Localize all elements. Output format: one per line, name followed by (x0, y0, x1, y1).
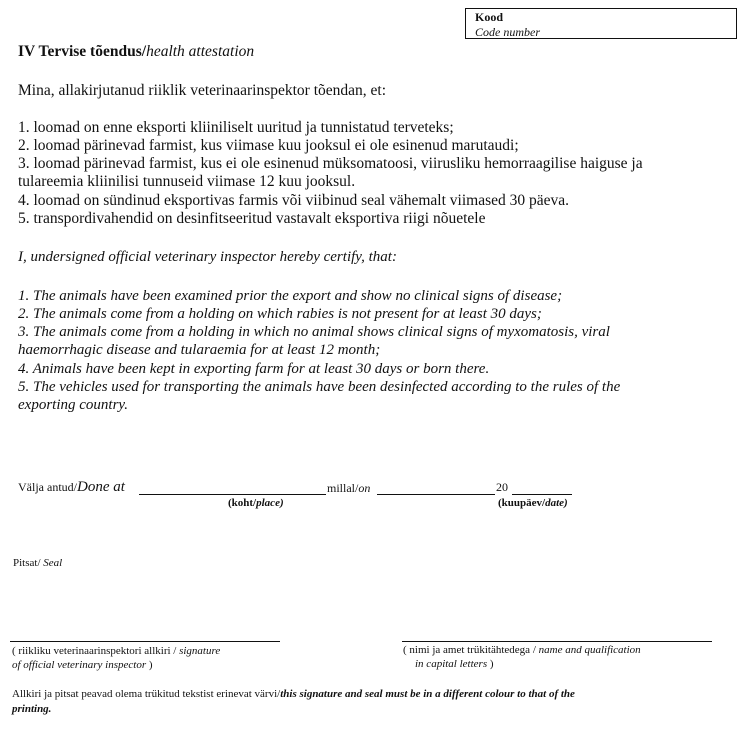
place-caption: (koht/place) (228, 497, 284, 509)
item-et-3-cont: tulareemia kliinilisi tunnuseid viimase 12 kuu jooksul. (18, 173, 356, 190)
item-et-2: 2. loomad pärinevad farmist, kus viimase kuu jooksul ei ole esinenud marutaudi; (18, 137, 519, 154)
footer-note-cont: printing. (12, 703, 52, 715)
year-label: 20 (496, 480, 508, 494)
name-caption: ( nimi ja amet trükitähtedega / name and qualification (403, 644, 641, 656)
intro-english: I, undersigned official veterinary inspector hereby certify, that: (18, 249, 397, 265)
signature-line (10, 641, 280, 642)
signature-caption: ( riikliku veterinaarinspektori allkiri / signature (12, 645, 221, 657)
item-et-3: 3. loomad pärinevad farmist, kus ei ole esinenud müksomatoosi, viirusliku hemorraagilise haiguse ja (18, 155, 643, 172)
item-en-5: 5. The vehicles used for transporting the animals have been desinfected according to the rules of the (18, 379, 621, 395)
item-en-3: 3. The animals come from a holding in which no animal shows clinical signs of myxomatosis, viral (18, 324, 610, 340)
on-label: millal/on (327, 481, 371, 495)
item-en-1: 1. The animals have been examined prior the export and show no clinical signs of disease; (18, 288, 563, 304)
item-et-4: 4. loomad on sündinud eksportivas farmis või viibinud seal vähemalt viimased 30 päeva. (18, 192, 570, 209)
item-en-2: 2. The animals come from a holding on which rabies is not present for at least 30 days; (18, 306, 542, 322)
item-en-5-cont: exporting country. (18, 397, 128, 413)
year-line (512, 494, 572, 495)
date-line (377, 494, 495, 495)
signature-caption-cont: of official veterinary inspector ) (12, 659, 153, 671)
item-en-4: 4. Animals have been kept in exporting farm for at least 30 days or born there. (18, 361, 490, 377)
code-label: Kood (475, 10, 504, 24)
item-et-1: 1. loomad on enne eksporti kliiniliselt uuritud ja tunnistatud terveteks; (18, 119, 454, 136)
item-et-5: 5. transpordivahendid on desinfitseeritud vastavalt eksportiva riigi nõuetele (18, 210, 486, 227)
code-number-label: Code number (475, 25, 540, 39)
intro-estonian: Mina, allakirjutanud riiklik veterinaarinspektor tõendan, et: (18, 82, 387, 99)
place-line (139, 494, 326, 495)
footer-note: Allkiri ja pitsat peavad olema trükitud tekstist erinevat värvi/this signature and seal must be in a different colour to that of the (12, 688, 575, 700)
name-caption-cont: in capital letters ) (415, 658, 494, 670)
date-caption: (kuupäev/date) (498, 497, 568, 509)
name-line (402, 641, 712, 642)
section-heading: IV Tervise tõendus/health attestation (18, 43, 255, 60)
item-en-3-cont: haemorrhagic disease and tularaemia for at least 12 month; (18, 342, 381, 358)
seal-label: Pitsat/ Seal (13, 557, 63, 569)
done-at-label: Välja antud/Done at (18, 479, 125, 495)
code-number-box (465, 8, 737, 39)
